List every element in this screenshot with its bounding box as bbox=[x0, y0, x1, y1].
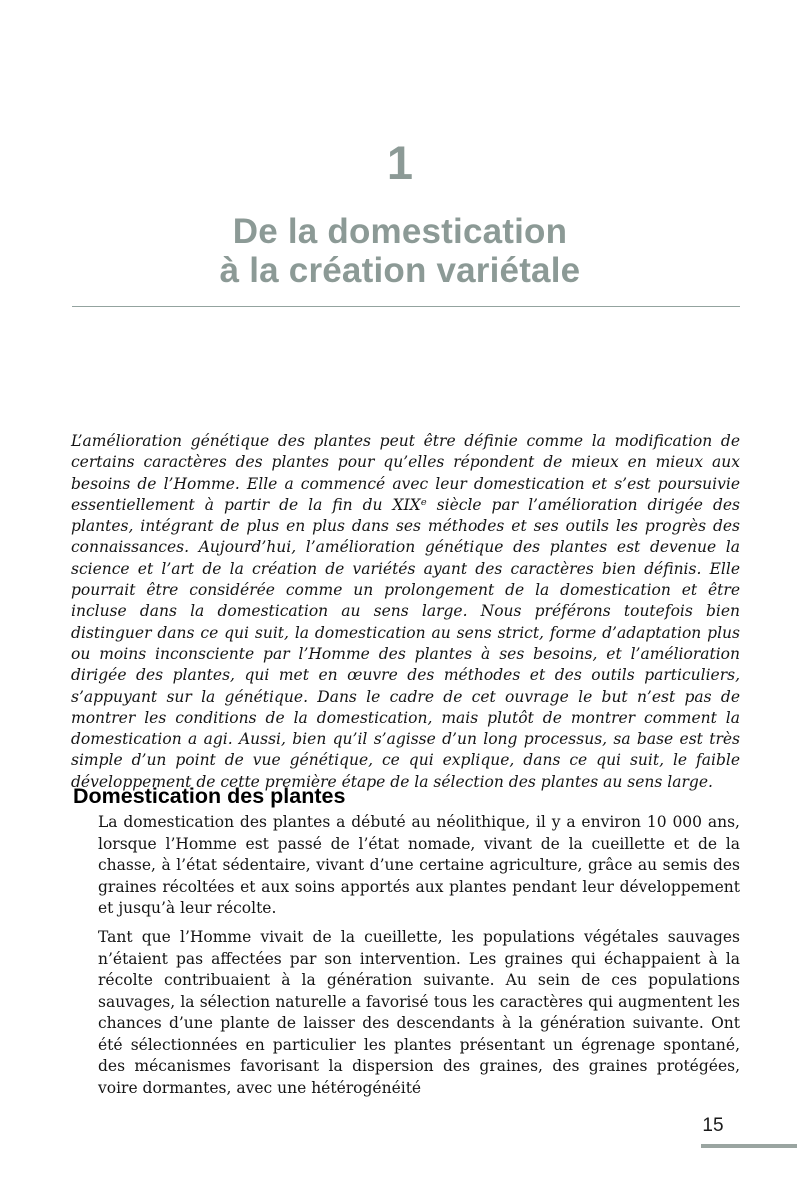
chapter-number: 1 bbox=[386, 136, 414, 189]
body-paragraph-1: La domestication des plantes a débuté au néolithique, il y a environ 10 000 ans, lorsque l’Homme est passé de l’état nomade, vivant de la cueillette et de la chasse, à l’état sédentaire, vivant d’une certaine agriculture, grâce au semis des graines récoltées et aux soins apportés aux plantes pendant leur développement et jusqu’à leur récolte. bbox=[98, 813, 740, 917]
intro-paragraph: L’amélioration génétique des plantes peut être définie comme la modification de certains caractères des plantes pour qu’elles répondent de mieux en mieux aux besoins de l’Homme. Elle a commencé avec leur domestication et s’est poursuivie essentiellement à partir de la fin du XIXᵉ siècle par l’amélioration dirigée des plantes, intégrant de plus en plus dans ses méthodes et ses outils les progrès des connaissances. Aujourd’hui, l’amélioration génétique des plantes est devenue la science et l’art de la création de variétés ayant des caractères bien définis. Elle pourrait être considérée comme un prolongement de la domestication et être incluse dans la domestication au sens large. Nous préférons toutefois bien distinguer dans ce qui suit, la domestication au sens strict, forme d’adaptation plus ou moins inconsciente par l’Homme des plantes à ses besoins, et l’amélioration dirigée des plantes, qui met en œuvre des méthodes et des outils particuliers, s’appuyant sur la génétique. Dans le cadre de cet ouvrage le but n’est pas de montrer les conditions de la domestication, mais plutôt de montrer comment la domestication a agi. Aussi, bien qu’il s’agisse d’un long processus, sa base est très simple d’un point de vue génétique, ce qui explique, dans ce qui suit, le faible développement de cette première étape de la sélection des plantes au sens large. bbox=[71, 432, 740, 791]
body-paragraph-2: Tant que l’Homme vivait de la cueillette, les populations végétales sauvages n’étaient pas affectées par son intervention. Les graines qui échappaient à la récolte contribuaient à la génération suivante. Au sein de ces populations sauvages, la sélection naturelle a favorisé tous les caractères qui augmentent les chances d’une plante de laisser des descendants à la génération suivante. Ont été sélectionnées en particulier les plantes présentant un égrenage spontané, des mécanismes favorisant la dispersion des graines, des graines protégées, voire dormantes, avec une hétérogénéité bbox=[98, 928, 740, 1097]
section-heading: Domestication des plantes bbox=[73, 784, 346, 808]
title-divider-line bbox=[72, 306, 740, 307]
chapter-title-line1: De la domestication bbox=[232, 212, 568, 251]
footer-divider-line bbox=[701, 1144, 797, 1148]
page-number: 15 bbox=[702, 1115, 724, 1136]
chapter-title bbox=[0, 212, 800, 290]
chapter-title-line2: à la création variétale bbox=[219, 251, 581, 290]
